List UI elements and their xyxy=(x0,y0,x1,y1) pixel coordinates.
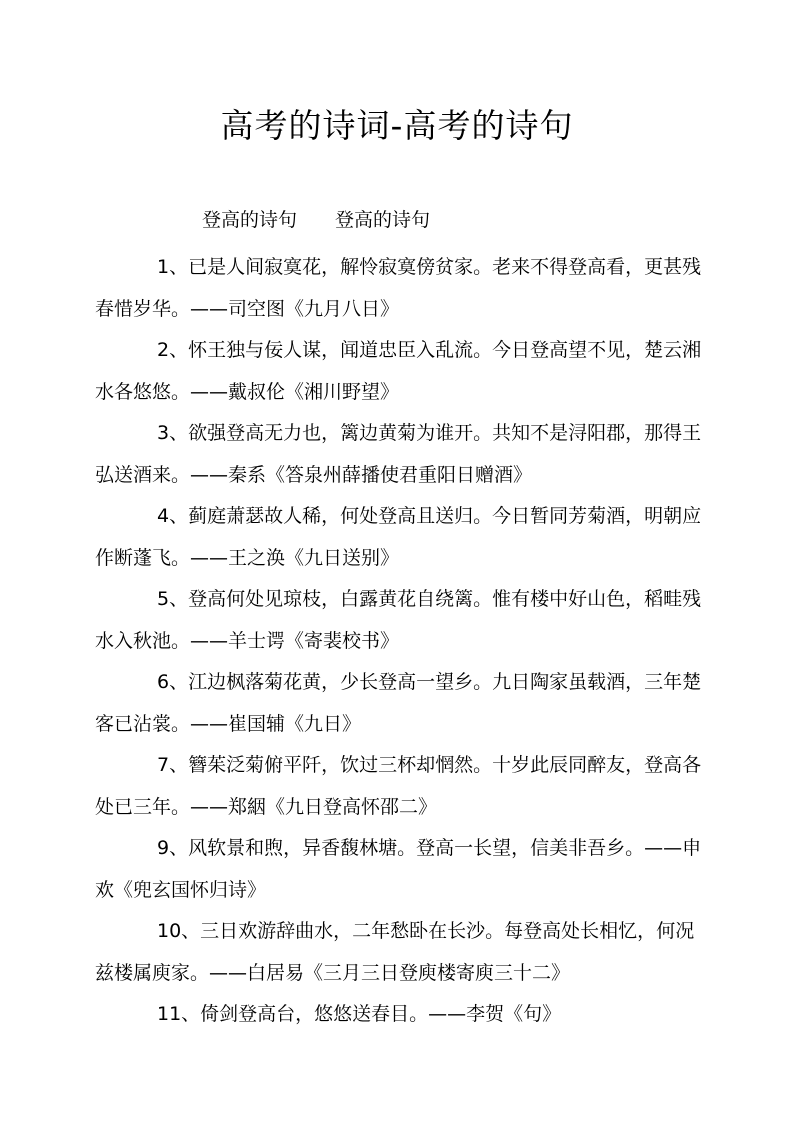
poem-text: 楚云湘水各悠悠。——戴叔伦《湘川野望》 xyxy=(95,339,702,403)
poem-text: ——申欢《兜玄国怀归诗》 xyxy=(95,837,702,901)
poem-text: 1、已是人间寂寞花，解怜寂寞傍贫家。老来不得登高看， xyxy=(157,256,645,278)
page-title: 高考的诗词-高考的诗句 xyxy=(220,106,574,145)
poem-text: 11、倚剑登高台，悠悠送春目。——李贺《句》 xyxy=(157,1003,562,1025)
poem-text: 4、蓟庭萧瑟故人稀，何处登高且送归。今日暂同芳菊酒， xyxy=(157,505,645,527)
poem-item xyxy=(95,911,707,994)
poem-item xyxy=(95,994,707,1036)
poem-item xyxy=(95,579,707,662)
poem-item xyxy=(95,745,707,828)
poem-text: 登高各处已三年。——郑絪《九日登高怀邵二》 xyxy=(95,754,702,818)
poem-text: 那得王弘送酒来。——秦系《答泉州薛播使君重阳日赠酒》 xyxy=(95,422,702,486)
poem-item xyxy=(95,413,707,496)
poem-item xyxy=(95,496,707,579)
poem-item xyxy=(95,330,707,413)
poem-text: 三年楚客已沾裳。——崔国辅《九日》 xyxy=(95,671,702,735)
poem-text: 3、欲强登高无力也，篱边黄菊为谁开。共知不是浔阳郡， xyxy=(157,422,645,444)
poem-item xyxy=(95,662,707,745)
poem-text: 何况兹楼属庾家。——白居易《三月三日登庾楼寄庾三十二》 xyxy=(95,920,695,984)
poem-text: 9、风软景和煦，异香馥林塘。登高一长望，信美非吾乡。 xyxy=(157,837,645,859)
poem-item xyxy=(95,828,707,911)
poem-text: 5、登高何处见琼枝，白露黄花自绕篱。惟有楼中好山色， xyxy=(157,588,645,610)
poem-text: 更甚残春惜岁华。——司空图《九月八日》 xyxy=(95,256,702,320)
poem-text: 明朝应作断蓬飞。——王之涣《九日送别》 xyxy=(95,505,702,569)
poem-text: 2、怀王独与佞人谋，闻道忠臣入乱流。今日登高望不见， xyxy=(157,339,645,361)
poem-text: 10、三日欢游辞曲水，二年愁卧在长沙。每登高处长相忆， xyxy=(157,920,657,942)
poem-text: 6、江边枫落菊花黄，少长登高一望乡。九日陶家虽载酒， xyxy=(157,671,645,693)
poem-text: 稻畦残水入秋池。——羊士谔《寄裴校书》 xyxy=(95,588,702,652)
subtitle: 登高的诗句 登高的诗句 xyxy=(202,209,431,231)
poem-list xyxy=(95,247,707,1036)
poem-text: 7、簪茱泛菊俯平阡，饮过三杯却惘然。十岁此辰同醉友， xyxy=(157,754,645,776)
poem-item xyxy=(95,247,707,330)
